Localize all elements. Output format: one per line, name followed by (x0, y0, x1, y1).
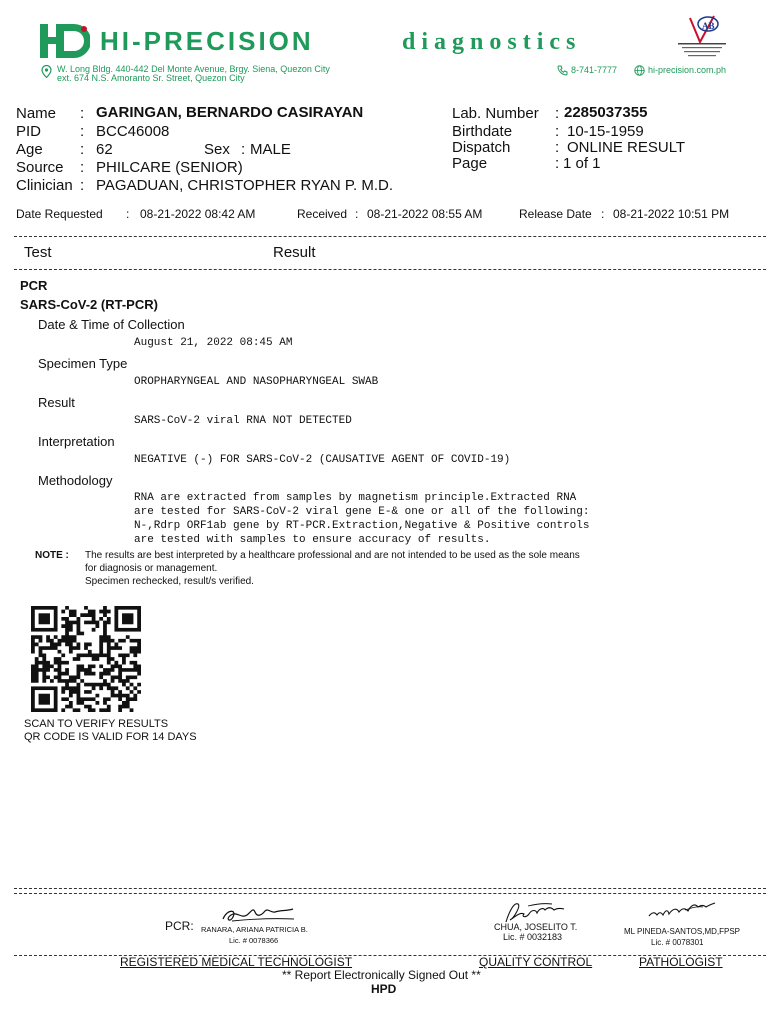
colon: : (555, 105, 560, 122)
tech-title: REGISTERED MEDICAL TECHNOLOGIST (120, 955, 353, 969)
date-received: 08-21-2022 08:55 AM (367, 207, 483, 221)
note-line: for diagnosis or management. (85, 563, 218, 574)
footer-code: HPD (371, 982, 397, 996)
colon: : (80, 123, 85, 140)
clinician-label: Clinician (16, 177, 73, 194)
colon: : (80, 105, 85, 122)
divider (14, 236, 766, 237)
colon: : (126, 207, 130, 221)
collection-label: Date & Time of Collection (38, 317, 185, 332)
methodology-line: are tested with samples to ensure accuracy of results. (134, 534, 491, 546)
patient-sex: MALE (250, 141, 291, 158)
colon: : (555, 123, 560, 140)
result-value: SARS-CoV-2 viral RNA NOT DETECTED (134, 415, 352, 427)
colon: : (80, 159, 85, 176)
lab-number-label: Lab. Number (452, 105, 539, 122)
methodology-line: are tested for SARS-CoV-2 viral gene E-& one or all of the following: (134, 506, 590, 518)
colon: : (555, 139, 560, 156)
pathologist-license: Lic. # 0078301 (651, 938, 704, 947)
qc-license: Lic. # 0032183 (503, 932, 563, 942)
section-title: PCR (20, 278, 48, 293)
date-requested-label: Date Requested (16, 207, 103, 221)
methodology-line: RNA are extracted from samples by magnetism principle.Extracted RNA (134, 492, 577, 504)
page-label: Page (452, 155, 488, 172)
address-line-2: ext. 674 N.S. Amoranto Sr. Street, Quezon City (57, 73, 245, 83)
received-label: Received (297, 207, 348, 221)
test-column-header: Test (24, 244, 52, 261)
date-requested: 08-21-2022 08:42 AM (140, 207, 256, 221)
birthdate-label: Birthdate (452, 123, 513, 140)
address-line-1: W. Long Bldg. 440-442 Del Monte Avenue, Brgy. Siena, Quezon City (57, 64, 330, 74)
signature-divider (14, 888, 766, 894)
svg-text:AB: AB (702, 21, 715, 31)
colon: : (241, 141, 246, 158)
test-name: SARS-CoV-2 (RT-PCR) (20, 297, 158, 312)
pathologist-name: ML PINEDA-SANTOS,MD,FPSP (624, 927, 741, 936)
interpretation-label: Interpretation (38, 434, 115, 449)
patient-source: PHILCARE (SENIOR) (96, 159, 243, 176)
patient-name: GARINGAN, BERNARDO CASIRAYAN (96, 104, 364, 121)
brand-name: HI-PRECISION (100, 26, 314, 56)
source-label: Source (16, 159, 64, 176)
result-column-header: Result (273, 244, 316, 261)
release-date-label: Release Date (519, 207, 592, 221)
note-line: The results are best interpreted by a healthcare professional and are not intended to be used as the sole means (85, 550, 580, 561)
phone-number: 8-741-7777 (571, 65, 618, 75)
colon: : (355, 207, 359, 221)
note-label: NOTE : (35, 550, 69, 561)
birthdate: 10-15-1959 (567, 123, 644, 140)
dispatch: ONLINE RESULT (567, 139, 686, 156)
tech-signature (218, 905, 298, 927)
phone-icon (557, 65, 568, 76)
colon: : (80, 141, 85, 158)
patient-clinician: PAGADUAN, CHRISTOPHER RYAN P. M.D. (96, 177, 394, 194)
pathologist-title: PATHOLOGIST (639, 955, 723, 969)
specimen-label: Specimen Type (38, 356, 128, 371)
brand-subtitle: diagnostics (402, 29, 582, 55)
qr-caption: SCAN TO VERIFY RESULTS (24, 718, 169, 730)
e-signed-note: ** Report Electronically Signed Out ** (282, 968, 481, 982)
qc-name: CHUA, JOSELITO T. (494, 922, 578, 932)
tech-name: RANARA, ARIANA PATRICIA B. (201, 925, 308, 934)
specimen-value: OROPHARYNGEAL AND NASOPHARYNGEAL SWAB (134, 376, 379, 388)
interpretation-value: NEGATIVE (-) FOR SARS-CoV-2 (CAUSATIVE AGENT OF COVID-19) (134, 454, 511, 466)
pathologist-signature (645, 900, 725, 922)
methodology-label: Methodology (38, 473, 113, 488)
methodology-line: N-,Rdrp ORF1ab gene by RT-PCR.Extraction,Negative & Positive controls (134, 520, 590, 532)
hpd-logo-mark (40, 22, 90, 60)
pcr-label: PCR: (165, 919, 194, 933)
tech-license: Lic. # 0078366 (229, 936, 279, 945)
globe-icon (634, 65, 645, 76)
sex-label: Sex (204, 141, 230, 158)
patient-age: 62 (96, 141, 113, 158)
result-label: Result (38, 395, 75, 410)
website-url: hi-precision.com.ph (648, 65, 727, 75)
pid-label: PID (16, 123, 42, 140)
release-date: 08-21-2022 10:51 PM (613, 207, 730, 221)
collection-value: August 21, 2022 08:45 AM (134, 337, 293, 349)
note-line: Specimen rechecked, result/s verified. (85, 576, 254, 587)
lab-number: 2285037355 (564, 104, 648, 121)
qc-title: QUALITY CONTROL (479, 955, 593, 969)
patient-pid: BCC46008 (96, 123, 170, 140)
qr-code[interactable] (31, 606, 141, 712)
location-pin-icon (41, 65, 52, 78)
colon: : (601, 207, 605, 221)
dispatch-label: Dispatch (452, 139, 511, 156)
name-label: Name (16, 105, 57, 122)
age-label: Age (16, 141, 43, 158)
pab-accreditation-logo (672, 12, 732, 62)
page-number: 1 of 1 (563, 155, 601, 172)
qr-caption: QR CODE IS VALID FOR 14 DAYS (24, 731, 197, 743)
colon: : (555, 155, 560, 172)
divider (14, 269, 766, 270)
colon: : (80, 177, 85, 194)
